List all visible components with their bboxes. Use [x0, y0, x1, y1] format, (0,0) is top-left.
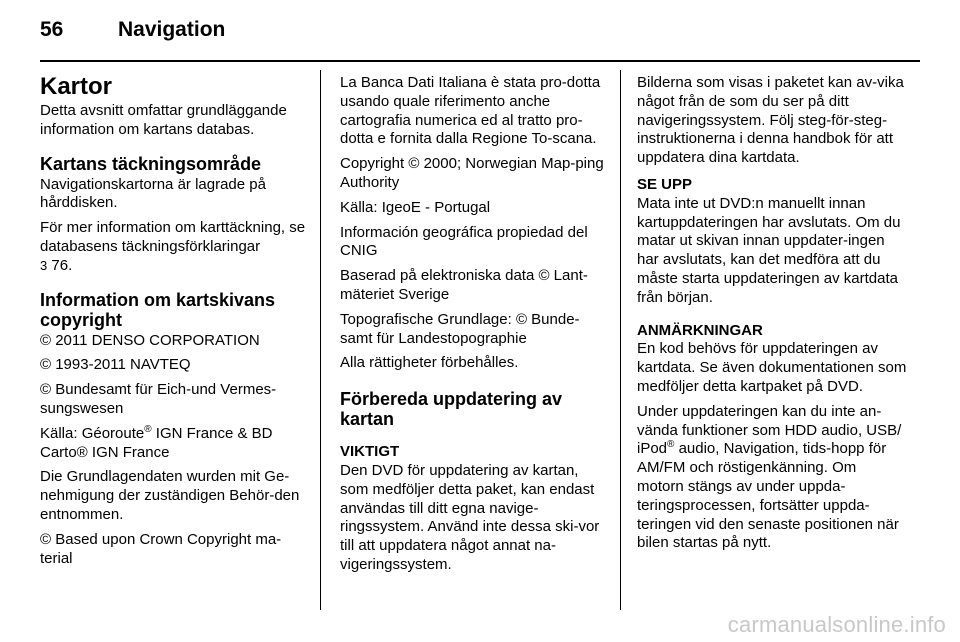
- column-divider-2: [620, 70, 621, 610]
- column-1: [40, 74, 308, 574]
- coverage-text: För mer information om karttäckning, se databasens täckningsförklaringar: [40, 219, 306, 255]
- copyright-denso: © 2011 DENSO CORPORATION: [40, 331, 260, 349]
- copyright-grundlagendaten: Die Grundlagendaten wurden mit Ge-nehmigung der zuständigen Behör-den entnommen.: [40, 468, 300, 523]
- heading-copyright: Information om kartskivans copyright: [40, 289, 276, 330]
- column-divider-1: [320, 70, 321, 610]
- update-instructions: Bilderna som visas i paketet kan av-vika något från de som du ser på ditt navigeringssystem. Följ steg-för-steg-instruktionerna i denna handbok för att uppdatera dina kartdata.: [637, 74, 904, 167]
- ign-text: IGN France & BD Carto® IGN France: [40, 424, 273, 461]
- notice-anmarkningar-label: ANMÄRKNINGAR: [637, 321, 763, 339]
- notice-anmarkningar-text: En kod behövs för uppdateringen av kartdata. Se även dokumentationen som medföljer detta kartpaket på DVD.: [637, 340, 907, 395]
- notice-se-upp: [637, 176, 907, 308]
- restrictions-text-1: Under uppdateringen kan du inte an-vända funktioner som HDD audio, USB/ iPod: [637, 402, 902, 458]
- notice-viktigt: [340, 443, 608, 575]
- copyright-bundesamt: © Bundesamt für Eich-und Vermes-sungswesen: [40, 381, 277, 417]
- section-title: Navigation: [118, 18, 226, 41]
- notice-viktigt-text: Den DVD för uppdatering av kartan, som medföljer detta paket, kan endast användas till ditt egna navige-ringssystem. Använd inte dessa ski-vor till att uppdatera något annat na-vigeringssystem.: [340, 461, 600, 573]
- heading-kartor: Kartor: [40, 73, 113, 100]
- copyright-cnig: Información geográfica propiedad del CNIG: [340, 223, 588, 260]
- copyright-crown: © Based upon Crown Copyright ma-terial: [40, 530, 282, 567]
- notice-anmarkningar: [637, 322, 907, 397]
- column-3: [637, 74, 907, 559]
- copyright-italiana: La Banca Dati Italiana è stata pro-dotta usando quale riferimento anche cartografia numerica ed al tratto pro-dotta e fornita dalla Regione To-scana.: [340, 74, 601, 148]
- coverage-paragraph-1: Navigationskartorna är lagrade på hårddisken.: [40, 175, 266, 212]
- copyright-norwegian: Copyright © 2000; Norwegian Map-ping Authority: [340, 155, 604, 191]
- intro-paragraph: Detta avsnitt omfattar grundläggande information om kartans databas.: [40, 102, 287, 138]
- copyright-igeoe: Källa: IgeoE - Portugal: [340, 198, 491, 216]
- update-restrictions: [637, 403, 907, 553]
- copyright-lantmateriet: Baserad på elektroniska data © Lant-mäteriet Sverige: [340, 267, 588, 303]
- rights-reserved: Alla rättigheter förbehålles.: [340, 354, 519, 372]
- copyright-georoute: [40, 425, 308, 463]
- coverage-paragraph-2: [40, 219, 308, 275]
- georoute-text: Källa: Géoroute: [40, 424, 145, 442]
- page-reference-arrow-icon: 3: [40, 257, 48, 273]
- restrictions-text-2: audio, Navigation, tids-hopp för AM/FM och röstigenkänning. Om motorn stängs av under uppda-teringsprocessen, fortsätter uppda-teringen vid den senaste positionen när bilen startas på nytt.: [637, 440, 899, 552]
- registered-mark: ®: [144, 423, 152, 435]
- notice-se-upp-label: SE UPP: [637, 175, 693, 193]
- copyright-landestopographie: Topografische Grundlage: © Bunde-samt für Landestopographie: [340, 310, 580, 347]
- page-header: [40, 18, 920, 58]
- heading-coverage: Kartans täckningsområde: [40, 153, 262, 174]
- notice-viktigt-label: VIKTIGT: [340, 443, 400, 461]
- header-rule: [40, 60, 920, 62]
- page-reference-link[interactable]: 76.: [51, 256, 73, 274]
- notice-se-upp-text: Mata inte ut DVD:n manuellt innan kartuppdateringen har avslutats. Om du matar ut skivan innan uppdater-ingen har avslutats, kan det medföra att du måste starta uppdateringen av kartdata från början.: [637, 194, 901, 306]
- heading-prepare-update: Förbereda uppdatering av kartan: [340, 389, 563, 430]
- watermark: carmanualsonline.info: [727, 612, 946, 637]
- copyright-navteq: © 1993-2011 NAVTEQ: [40, 356, 191, 374]
- column-2: [340, 74, 608, 581]
- page-number: 56: [40, 18, 64, 41]
- registered-mark: ®: [667, 439, 675, 451]
